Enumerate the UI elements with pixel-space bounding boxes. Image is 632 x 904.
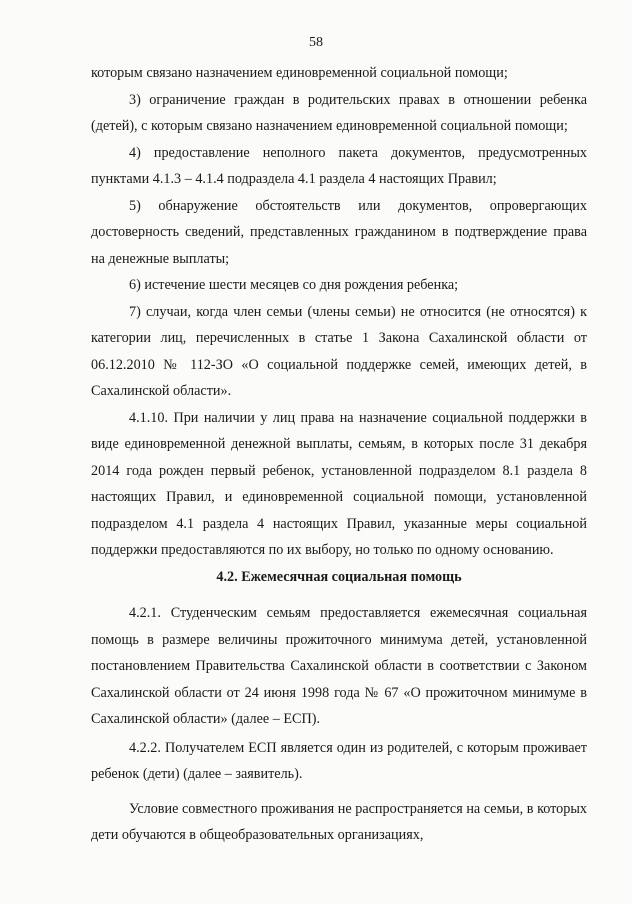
list-item-7: 7) случаи, когда член семьи (члены семьи) не относится (не относятся) к категории лиц, перечисленных в статье 1 Закона Сахалинской области от 06.12.2010 № 112-ЗО «О социальной поддержке семей, имеющих детей, в Сахалинской области». [91, 303, 587, 399]
list-item-5: 5) обнаружение обстоятельств или документов, опровергающих достоверность сведений, представленных гражданином в подтверждение права на денежные выплаты; [91, 197, 587, 267]
list-item-3: 3) ограничение граждан в родительских правах в отношении ребенка (детей), с которым связано назначением единовременной социальной помощи; [91, 91, 587, 134]
list-item-4: 4) предоставление неполного пакета документов, предусмотренных пунктами 4.1.3 – 4.1.4 подраздела 4.1 раздела 4 настоящих Правил; [91, 144, 587, 187]
document-body [91, 60, 587, 849]
list-item-6: 6) истечение шести месяцев со дня рождения ребенка; [129, 277, 459, 293]
clause-4-2-2: 4.2.2. Получателем ЕСП является один из родителей, с которым проживает ребенок (дети) (далее – заявитель). [91, 739, 587, 782]
paragraph-continuation: которым связано назначением единовременной социальной помощи; [91, 65, 508, 81]
clause-4-1-10: 4.1.10. При наличии у лиц права на назначение социальной поддержки в виде единовременной денежной выплаты, семьям, в которых после 31 декабря 2014 года рожден первый ребенок, установленной подразделом 8.1 раздела 8 настоящих Правил, и единовременной социальной помощи, установленной подразделом 4.1 раздела 4 настоящих Правил, указанные меры социальной поддержки предоставляются по их выбору, но только по одному основанию. [91, 409, 587, 558]
section-heading: 4.2. Ежемесячная социальная помощь [216, 568, 462, 585]
clause-4-2-1: 4.2.1. Студенческим семьям предоставляется ежемесячная социальная помощь в размере величины прожиточного минимума детей, установленной постановлением Правительства Сахалинской области в соответствии с Законом Сахалинской области от 24 июня 1998 года № 67 «О прожиточном минимуме в Сахалинской области» (далее – ЕСП). [91, 605, 587, 727]
paragraph-cohabitation: Условие совместного проживания не распространяется на семьи, в которых дети обучаются в общеобразовательных организациях, [91, 800, 587, 843]
page-number: 58 [309, 35, 323, 50]
